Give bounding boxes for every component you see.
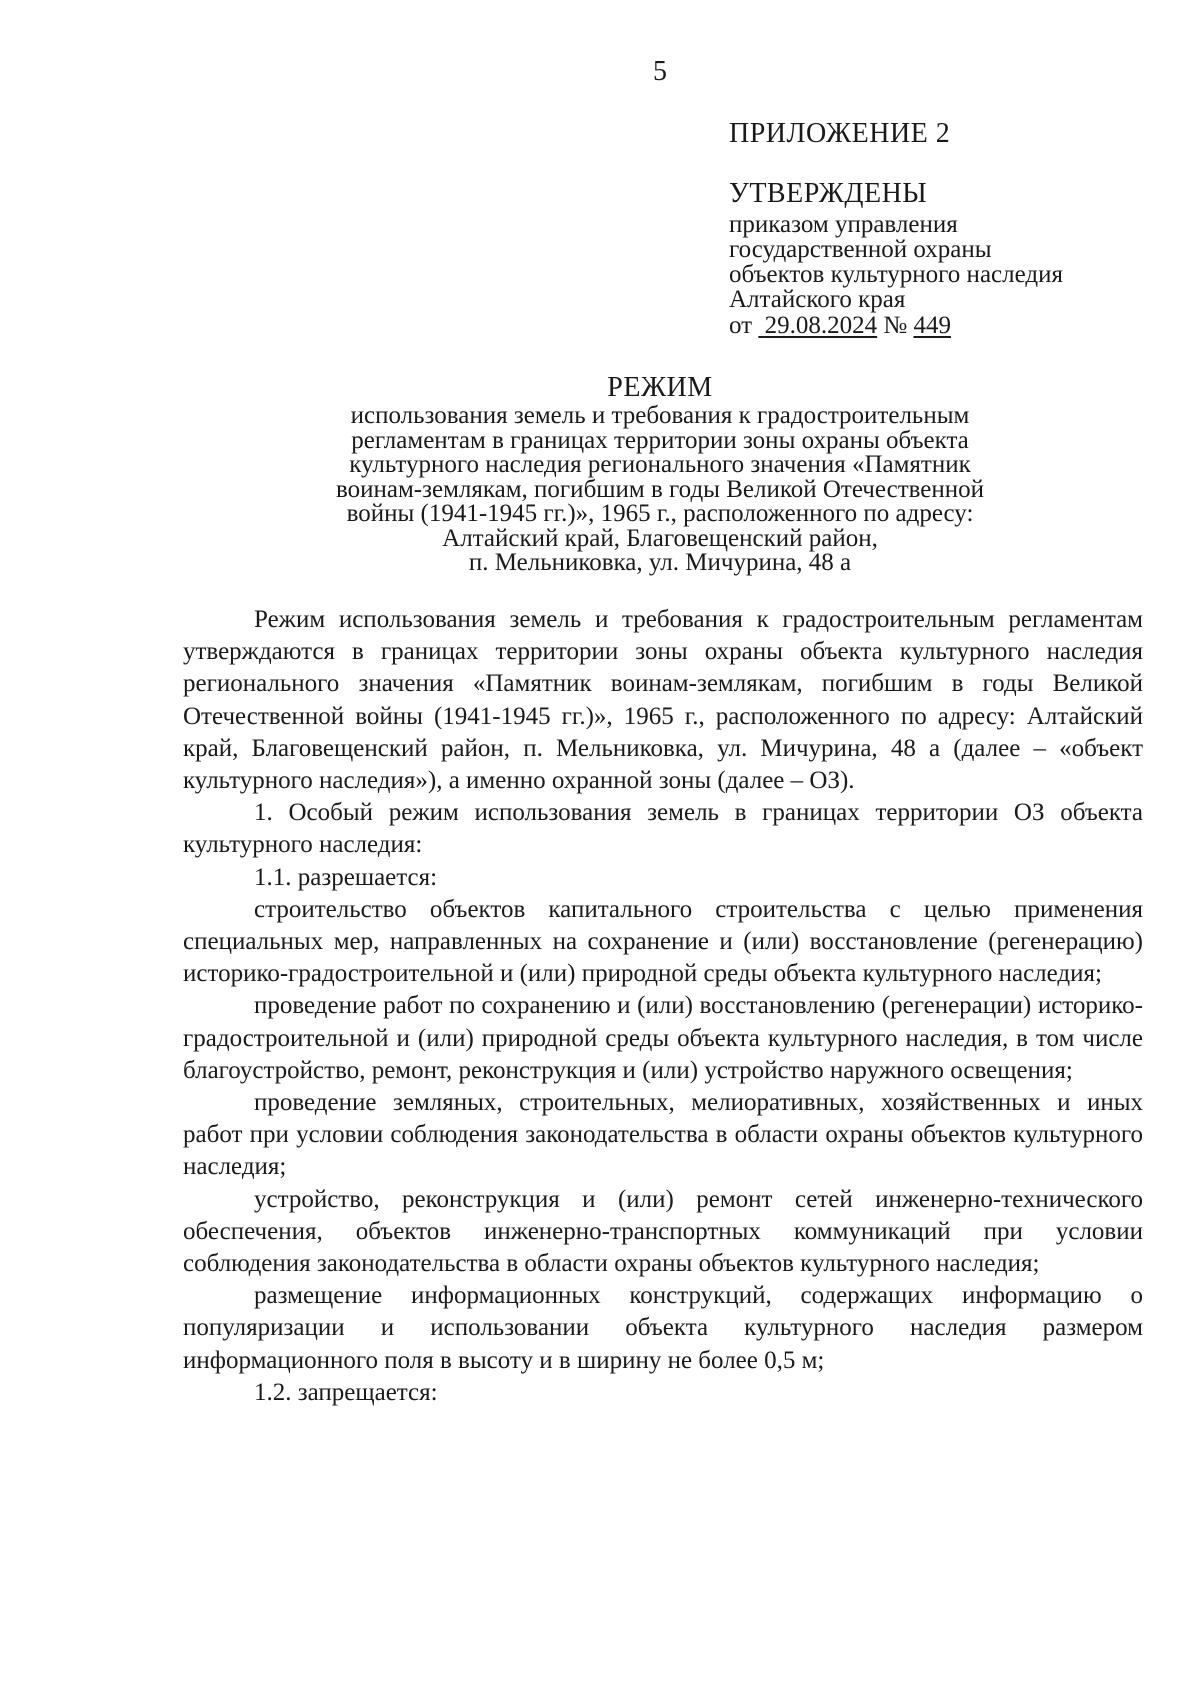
- order-number: 449: [913, 312, 951, 339]
- approval-block: [729, 178, 1149, 340]
- regime-subtitle-line: войны (1941-1945 гг.)», 1965 г., расположенного по адресу:: [346, 500, 974, 527]
- number-sign: №: [883, 312, 908, 339]
- allowed-item: устройство, реконструкция и (или) ремонт сетей инженерно-технического обеспечения, объектов инженерно-транспортных коммуникаций при условии соблюдения законодательства в области охраны объектов культурного наследия;: [183, 1185, 1143, 1278]
- approval-title: УТВЕРЖДЕНЫ: [729, 178, 928, 209]
- regime-subtitle-line: п. Мельниковка, ул. Мичурина, 48 а: [468, 549, 852, 576]
- order-date: [758, 312, 877, 339]
- approval-line: Алтайского края: [729, 286, 906, 313]
- date-prefix: от: [729, 312, 753, 339]
- allowed-item: проведение работ по сохранению и (или) восстановлению (регенерации) историко-градостроительной и (или) природной среды объекта культурного наследия, в том числе благоустройство, ремонт, реконструкция и (или) устройство наружного освещения;: [183, 992, 1143, 1084]
- subsection-1-1-heading: 1.1. разрешается:: [254, 863, 438, 891]
- page-number: 5: [653, 56, 667, 87]
- regime-heading-block: [260, 372, 1060, 576]
- approval-line: государственной охраны: [729, 236, 992, 263]
- regime-subtitle-line: Алтайский край, Благовещенский район,: [442, 524, 878, 552]
- regime-subtitle-line: регламентам в границах территории зоны охраны объекта: [351, 426, 969, 454]
- approval-line: приказом управления: [729, 211, 958, 238]
- appendix-heading: ПРИЛОЖЕНИЕ 2: [729, 118, 951, 149]
- allowed-item: размещение информационных конструкций, содержащих информацию о популяризации и использовании объекта культурного наследия размером информационного поля в высоту и в ширину не более 0,5 м;: [183, 1282, 1143, 1374]
- order-date-line: [729, 312, 1149, 340]
- section-1-heading: 1. Особый режим использования земель в границах территории ОЗ объекта культурного наследия:: [183, 799, 1143, 859]
- regime-subtitle-line: использования земель и требования к градостроительным: [350, 402, 970, 429]
- intro-paragraph: Режим использования земель и требования к градостроительным регламентам утверждаются в границах территории зоны охраны объекта культурного наследия регионального значения «Памятник воинам-землякам, погибшим в годы Великой Отечественной войны (1941-1945 гг.)», 1965 г., расположенного по адресу: Алтайский край, Благовещенский район, п. Мельниковка, ул. Мичурина, 48 а (далее – «объект культурного наследия»), а именно охранной зоны (далее – ОЗ).: [183, 606, 1143, 795]
- document-body: [183, 604, 1143, 1409]
- allowed-item: проведение земляных, строительных, мелиоративных, хозяйственных и иных работ при условии соблюдения законодательства в области охраны объектов культурного наследия;: [183, 1089, 1143, 1181]
- regime-subtitle-line: культурного наследия регионального значения «Памятник: [349, 451, 971, 478]
- approval-line: объектов культурного наследия: [729, 261, 1063, 288]
- subsection-1-2-heading: 1.2. запрещается:: [254, 1378, 438, 1406]
- order-date-value: 29.08.2024: [764, 312, 878, 339]
- allowed-item: строительство объектов капитального строительства с целью применения специальных мер, направленных на сохранение и (или) восстановление (регенерацию) историко-градостроительной и (или) природной среды объекта культурного наследия;: [183, 895, 1143, 988]
- regime-title: РЕЖИМ: [607, 372, 713, 403]
- regime-subtitle-line: воинам-землякам, погибшим в годы Великой Отечественной: [335, 475, 985, 503]
